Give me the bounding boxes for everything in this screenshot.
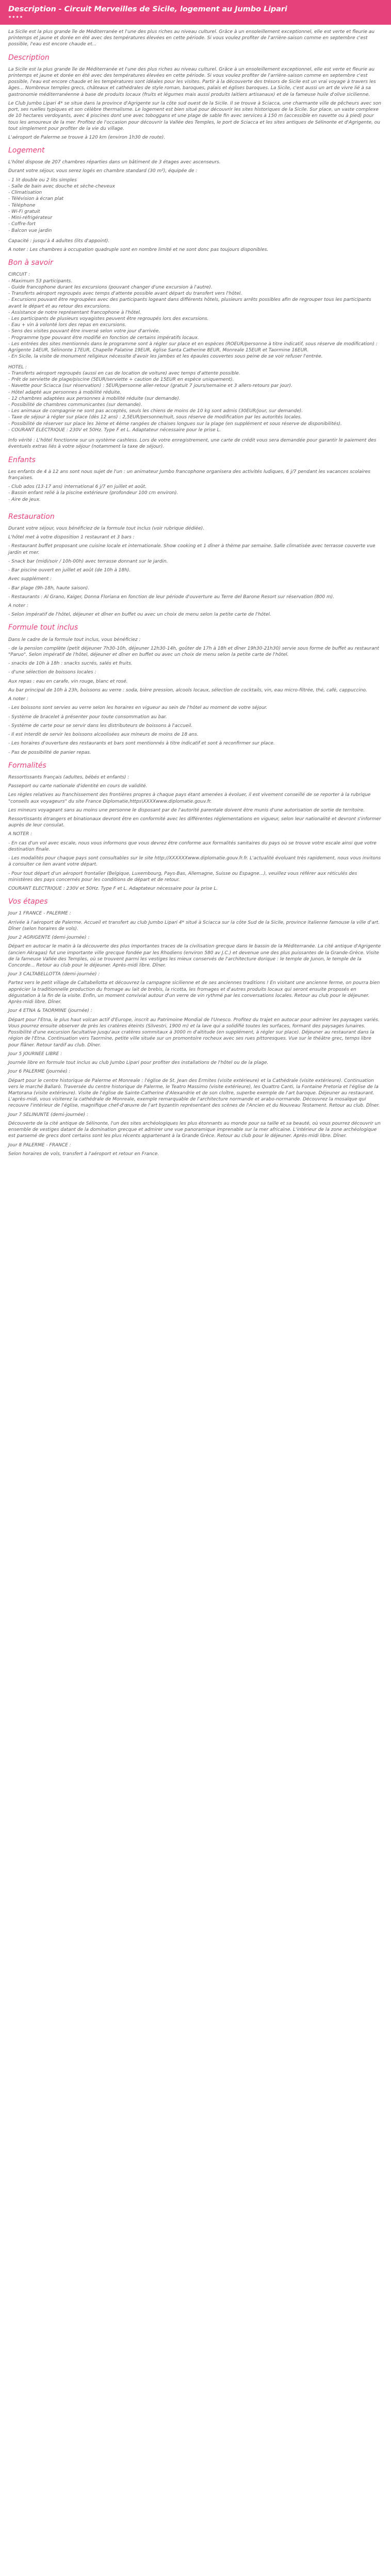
section-7 bbox=[8, 897, 383, 1157]
list-item: - 12 chambres adaptées aux personnes à mobilité réduite (sur demande). bbox=[8, 396, 181, 401]
list-item: - Téléphone bbox=[8, 202, 36, 208]
list-item: - Salle de bain avec douche et sèche-cheveux bbox=[8, 183, 115, 189]
section-title: Logement bbox=[8, 146, 45, 155]
section-note: Info vérité : L'hôtel fonctionne sur un système cashless. Lors de votre enregistrement, une carte de crédit vous sera demandée pour garantir le paiement des éventuels extras liés à votre séjour (notamment la taxe de séjour). bbox=[8, 438, 377, 450]
list-item: - Balcon vue jardin bbox=[8, 228, 52, 233]
section-paragraph: A noter : bbox=[8, 697, 28, 702]
list-item: - Wi-Fi gratuit bbox=[8, 209, 40, 214]
section-2 bbox=[8, 258, 383, 450]
section-paragraph: Arrivée à l'aéroport de Palerme. Accueil et transfert au club Jumbo Lipari 4* situé à Sciacca sur la côte Sud de la Sicile, province italienne famouse la ville d'art. Dîner (selon horaires de vols). bbox=[8, 920, 380, 931]
list-item: - Club ados (13-17 ans) international 6 j/7 en juillet et août. bbox=[8, 484, 147, 490]
list-item: - En Sicile, la visite de monument religieux nécessite d'avoir les jambes et les épaules couvertes sous peine de se voir refuser l'entrée. bbox=[8, 354, 323, 360]
section-title: Enfants bbox=[8, 455, 36, 464]
section-title: Description bbox=[8, 53, 50, 62]
list-item: - Navette pour Sciacca (sur réservation) : 5EUR/personne aller-retour (gratuit 7 jours/semaine et 3 allers-retours par jour). bbox=[8, 383, 292, 389]
section-note: A noter : Les chambres à occupation quadruple sont en nombre limité et ne sont donc pas toujours disponibles. bbox=[8, 247, 269, 253]
list-item: - Aire de jeux. bbox=[8, 497, 41, 502]
section-title: Vos étapes bbox=[8, 897, 48, 906]
list-item: - Transferts aéroport regroupés avec temps d'attente possible avant départ du transfert vers l'hôtel. bbox=[8, 291, 242, 297]
section-1 bbox=[8, 146, 383, 253]
section-paragraph: - snacks de 10h à 18h : snacks sucrés, salés et fruits. bbox=[8, 661, 133, 667]
section-paragraph: Partez vers le petit village de Caltabellotta et découvrez la campagne sicilienne et de ses anciennes traditions ! En visitant une ancienne ferme, on pourra bien apprécier la traditionnelle production du fromage au lait de brebis, la ricotta, les fromages et d'autres produits locaux qui seront ensuite proposés en dégustation à la fin de la visite. Enfin, un moment convivial autour d'un verre de vin rythmé par les conversations locales. Retour au club pour le déjeuner. Après-midi libre. Dîner. bbox=[8, 980, 380, 1005]
section-title: Formalités bbox=[8, 761, 46, 770]
section-paragraph: COURANT ELECTRIQUE : 230V et 50Hz. Type F et L. Adaptateur nécessaire pour la prise L. bbox=[8, 886, 218, 892]
section-0 bbox=[8, 53, 383, 141]
section-paragraph: Les enfants de 4 à 12 ans sont nous sujet de l'un : un animateur Jumbo francophone organisera des activités ludiques, 6 j/7 pendant les vacances scolaires françaises. bbox=[8, 469, 370, 481]
section-paragraph: Jour 2 AGRIGENTE (demi-journée) : bbox=[8, 935, 90, 941]
section-5 bbox=[8, 623, 383, 755]
list-item: - Transferts aéroport regroupés (aussi en cas de location de voiture) avec temps d'attente possible. bbox=[8, 370, 240, 376]
list-item: - Bassin enfant relié à la piscine extérieure (profondeur 100 cm environ). bbox=[8, 490, 178, 496]
list-item: - Possibilité de chambres communicantes (sur demande). bbox=[8, 402, 142, 408]
section-paragraph: L'hôtel met à votre disposition 1 restaurant et 3 bars : bbox=[8, 535, 135, 540]
section-paragraph: - Selon impératif de l'hôtel, déjeuner et dîner en buffet ou avec un choix de menu selon la petite carte de l'hôtel. bbox=[8, 612, 271, 618]
spacer bbox=[8, 503, 383, 507]
section-paragraph: L'hôtel dispose de 207 chambres réparties dans un bâtiment de 3 étages avec ascenseurs. bbox=[8, 160, 221, 165]
page-header bbox=[0, 0, 391, 25]
spacer bbox=[8, 433, 383, 437]
section-6 bbox=[8, 761, 383, 892]
section-paragraph: - Bar piscine ouvert en juillet et août (de 10h à 18h). bbox=[8, 568, 131, 573]
section-paragraph: Départ pour le centre historique de Palerme et Monreale : l'église de St. Jean des Ermites (visite extérieure) et la Cathédrale (visite extérieure). Continuation vers le marché Ballarò. Traversée du centre historique de Palerme, le Teatro Massimo (visite extérieure), les Quattro Canti, la Fontaine Pretoria et l'église de la Martorana (visite extérieure). Visite de l'église de Sainte-Catherine d'Alexandrie et de son cloître, superbe exemple de l'art baroque. Déjeuner au restaurant. L'après-midi, vous visiterez la cathédrale de Monreale, exemple remarquable de l'architecture normande et arabo-normande. Découvrez la mosaïque qui recouvre l'intérieur de l'église, magnifique chef-d'œuvre de l'art byzantin représentant des scènes de l'Ancien et du Nouveau Testament. Retour au club. Dîner. bbox=[8, 1078, 380, 1109]
list-item: - Excursions pouvant être regroupées avec des participants logeant dans différents hôtels, plusieurs arrêts possibles afin de regrouper tous les participants avant le départ et au retour des excursions. bbox=[8, 297, 371, 309]
list-item: - Les entrées des sites mentionnés dans le programme sont à régler sur place et en espèces (ROEUR/personne à titre indicatif, sous réserve de modification) : Agrigente 14EUR, Sélinonte 17EUR, Chapelle Palatine 19EUR, église Santa Catherine 8EUR, Monreale 15EUR et Taormine 16EUR. bbox=[8, 341, 378, 353]
section-paragraph: - Snack bar (midi/soir / 10h-00h) avec terrasse donnant sur le jardin. bbox=[8, 558, 168, 564]
section-paragraph: Durant votre séjour, vous serez logés en chambre standard (30 m²), équipée de : bbox=[8, 168, 198, 174]
list-item: CIRCUIT : bbox=[8, 272, 30, 278]
section-paragraph: Découverte de la cité antique de Sélinonte, l'un des sites archéologiques les plus étonnants au monde pour sa taille et sa beauté, où vous pourrez découvrir un ensemble de vestiges datant de la domination grecque et admirer une vue panoramique imprenable sur la mer africaine. L'intérieur de la zone archéologique est parsemé de grecs dont certains sont les plus récents appartenant à la Grande Grèce. Retour au club pour le déjeuner. Après-midi libre. Dîner. bbox=[8, 1121, 381, 1139]
section-note: Capacité : jusqu'à 4 adultes (lits d'appoint). bbox=[8, 238, 110, 244]
section-paragraph: Dans le cadre de la formule tout inclus, vous bénéficiez : bbox=[8, 637, 141, 642]
section-paragraph: Jour 4 ETNA & TAORMINE (journée) : bbox=[8, 1008, 92, 1014]
section-paragraph: Départ pour l'Etna, le plus haut volcan actif d'Europe, inscrit au Patrimoine Mondial de l'Unesco. Profitez du trajet en autocar pour admirer les paysages variés. Vous pourrez ensuite observer de près les cratères éteints (Silvestri, 1900 m) et la lave qui a solidifié toutes les surfaces, formant des paysages lunaires. Possibilité d'une excursion facultative jusqu'aux cratères sommitaux à 3000 m d'altitude (en supplément, à régler sur place). Déjeuner au restaurant dans la région de l'Etna. Continuation vers Taormine, petite ville située sur un promontoire rocheux avec ses rues pittoresques. Vue sur le théâtre grec, temps libre pour flâner. Retour tardif au club. Dîner. bbox=[8, 1017, 380, 1048]
section-paragraph: Au bar principal de 10h à 23h, boissons au verre : soda, bière pression, alcools locaux, sélection de cocktails, vin, eau micro-filtrée, thé, café, cappuccino. bbox=[8, 687, 367, 693]
section-paragraph: Jour 7 SELINUNTE (demi-journée) : bbox=[8, 1112, 89, 1117]
section-paragraph: A noter : bbox=[8, 603, 28, 608]
section-title: Formule tout inclus bbox=[8, 623, 78, 632]
section-paragraph: Avec supplément : bbox=[8, 577, 52, 582]
section-paragraph: Ressortissants français (adultes, bébés et enfants) : bbox=[8, 774, 129, 780]
list-item: - Prêt de serviette de plage/piscine (5EUR/serviette + caution de 15EUR en espèce uniquement). bbox=[8, 377, 234, 383]
list-item: - Eau + vin à volonté lors des repas en excursions. bbox=[8, 323, 126, 328]
section-paragraph: Le Club Jumbo Lipari 4* se situe dans la province d'Agrigente sur la côte sud ouest de la Sicile. Il se trouve à Sciacca, une charmante ville de pêcheurs avec son port, ses ruelles typiques et son célèbre thermalisme. Le logement est bien situé pour découvrir les sites historiques de la Sicile. Sur place, un vaste complexe de 10 hectares verdoyants, avec 4 piscines dont une avec toboggans et une plage de sable fin avec services à 150 m (accessible en navette ou à pied) pour tous les amoureux de la mer. Profitez de l'occasion pour découvrir la Vallée des Temples, le port de Sciacca et les sites antiques de Sélinonte et d'Agrigente, ou tout simplement pour profiter de la vie du village. bbox=[8, 100, 382, 131]
section-paragraph: - Système de carte pour se servir dans les distributeurs de boissons à l'accueil. bbox=[8, 723, 193, 728]
list-item: - COURANT ELECTRIQUE : 230V et 50Hz. Type F et L. Adaptateur nécessaire pour le prise L. bbox=[8, 427, 221, 433]
rating-stars: ★★★★ bbox=[8, 15, 24, 20]
list-item: - 1 lit double ou 2 lits simples bbox=[8, 177, 77, 183]
section-paragraph: - Les boissons sont servies au verre selon les horaires en vigueur au sein de l'hôtel au moment de votre séjour. bbox=[8, 705, 268, 711]
list-item: - Taxe de séjour à régler sur place (dès 12 ans) : 2,5EUR/personne/nuit, sous réserve de modification par les autorités locales. bbox=[8, 415, 302, 420]
section-paragraph: - Pas de possibilité de panier repas. bbox=[8, 750, 91, 755]
section-paragraph: - d'une sélection de boissons locales : bbox=[8, 670, 96, 675]
list-item: - Sens des visites pouvant être inversé selon votre jour d'arrivée. bbox=[8, 329, 160, 334]
section-paragraph: La Sicile est la plus grande île de Méditerranée et l'une des plus riches au niveau culturel. Grâce à un ensoleillement exceptionnel, elle est verte et fleurie au printemps et jaune et dorée en été avec des températures élevées en cette période. Si vous voulez profiter de l'arrière-saison comme en septembre c'est possible, l'eau est encore chaude et les températures sont idéales pour les visites. Partir à la découverte des trésors de Sicile est un vrai voyage à travers les âges... Nombreux temples grecs, châteaux et cathédrales de style roman, baroques, palais et églises baroques. La Sicile, c'est aussi un art de vivre lié à sa gastronomie méditerranéenne à base de produits locaux (fruits et légumes mais aussi produits laitiers artisanaux) et de la fameuse huile d'olive sicilienne. bbox=[8, 66, 376, 97]
list-item: - Les participants de plusieurs voyagistes peuvent être regroupés lors des excursions. bbox=[8, 316, 209, 321]
section-paragraph: Durant votre séjour, vous bénéficiez de la formule tout inclus (voir rubrique dédiée). bbox=[8, 526, 205, 531]
section-title: Bon à savoir bbox=[8, 259, 53, 267]
section-paragraph: A NOTER : bbox=[8, 832, 32, 837]
page-content bbox=[0, 25, 391, 1164]
section-paragraph: - Les horaires d'ouverture des restaurants et bars sont mentionnés à titre indicatif et sont à reconfirmer sur place. bbox=[8, 741, 275, 747]
section-paragraph: Ressortissants étrangers et binationaux devront être en conformité avec les différentes réglementations en vigueur, selon leur nationalité et devront s'informer auprès de leur consulat. bbox=[8, 816, 381, 828]
section-paragraph: - Système de bracelet à présenter pour toute consommation au bar. bbox=[8, 714, 167, 720]
section-paragraph: Départ en autocar le matin à la découverte des plus importantes traces de la civilisation grecque dans le bassin de la Méditerranée. La cité antique d'Agrigente (ancien Akragas) fut une importante ville grecque fondée par les Rhodiens (environ 580 av J.C.) et devenue une des plus puissantes de la Grande-Grèce. Visite de la fameuse Vallée des Temples, où se trouvent parmi les vestiges les mieux conservés de l'architecture dorique : le temple de Junon, le temple de la Concorde... Retour au club pour le déjeuner. Après-midi libre. Dîner. bbox=[8, 944, 381, 968]
list-item: - Assistance de notre représentant francophone à l'hôtel. bbox=[8, 310, 141, 315]
section-paragraph: - Les modalités pour chaque pays sont consultables sur le site http://XXXXXXwww.diplomatie.gouv.fr.fr. L'actualité évoluant très rapidement, nous vous invitons à consulter ce lien avant votre départ. bbox=[8, 856, 381, 868]
list-item: - Climatisation bbox=[8, 190, 42, 196]
hotel-line-list bbox=[8, 364, 383, 434]
section-paragraph: Jour 1 FRANCE - PALERME : bbox=[8, 911, 71, 917]
section-paragraph: - Restaurants : Al Grano, Kaiger, Donna Floriana en fonction de leur période d'ouverture au Terre del Barone Resort sur réservation (800 m). bbox=[8, 594, 335, 600]
line-list bbox=[8, 484, 383, 503]
section-paragraph: Jour 6 PALERME (journée) : bbox=[8, 1069, 71, 1075]
list-item: - Coffre-fort bbox=[8, 222, 36, 227]
section-paragraph: Les mineurs voyageant sans au moins une personne le disposant par de l'autorité parentale doivent être munis d'une autorisation de sortie de territoire. bbox=[8, 807, 365, 813]
sections-container bbox=[8, 53, 383, 1157]
section-paragraph: Jour 8 PALERME - FRANCE : bbox=[8, 1142, 71, 1148]
section-paragraph: Selon horaires de vols, transfert à l'aéroport et retour en France. bbox=[8, 1151, 159, 1157]
section-paragraph: L'aéroport de Palerme se trouve à 120 km (environ 1h30 de route). bbox=[8, 134, 166, 140]
section-paragraph: - Bar plage (9h-18h, haute saison). bbox=[8, 585, 90, 591]
section-paragraph: - Restaurant buffet proposant une cuisine locale et internationale. Show cooking et 1 dîner à thème par semaine. Salle climatisée avec terrasse couverte vue jardin et mer. bbox=[8, 544, 376, 555]
list-item: - Programme type pouvant être modifié en fonction de certains impératifs locaux. bbox=[8, 335, 199, 341]
spacer bbox=[8, 360, 383, 364]
section-3 bbox=[8, 455, 383, 507]
intro-paragraph: La Sicile est la plus grande île de Méditerranée et l'une des plus riches au niveau culturel. Grâce à un ensoleillement exceptionnel, elle est verte et fleurie au printemps et jaune et dorée en été avec des températures élevées en cette période. Si vous voulez profiter de l'arrière-saison comme en septembre c'est possible, l'eau est encore chaude et... bbox=[8, 29, 374, 47]
section-paragraph: - Il est interdit de servir les boissons alcoolisées aux mineurs de moins de 18 ans. bbox=[8, 732, 199, 738]
section-paragraph: - En cas d'un vol avec escale, nous vous informons que vous devrez être conforme aux formalités sanitaires du pays où se trouve votre escale ainsi que votre destination finale. bbox=[8, 840, 377, 852]
section-paragraph: Les règles relatives au franchissement des frontières propres à chaque pays étant amenées à évoluer, il est vivement conseillé de se reporter à la rubrique "conseils aux voyageurs" du site France Diplomatie,https\XXXXwww.diplomatie.gouv.fr. bbox=[8, 792, 371, 804]
section-4 bbox=[8, 512, 383, 618]
list-item: - Hôtel adapté aux personnes à mobilité réduite. bbox=[8, 389, 122, 395]
spacer bbox=[8, 234, 383, 238]
line-list bbox=[8, 272, 383, 360]
list-item: - Maximum 53 participants. bbox=[8, 278, 73, 284]
list-item: - Mini-réfrigérateur bbox=[8, 215, 53, 221]
list-item: - Télévision à écran plat bbox=[8, 196, 64, 202]
section-paragraph: Passeport ou carte nationale d'identité en cours de validité. bbox=[8, 784, 148, 789]
list-item: - Possibilité de réserver sur place les 3ème et 4ème rangées de chaises longues sur la plage (en supplément et sous réserve de disponibilités). bbox=[8, 421, 342, 427]
section-paragraph: Jour 3 CALTABELLOTTA (demi-journée) : bbox=[8, 972, 100, 977]
line-list bbox=[8, 177, 383, 234]
section-title: Restauration bbox=[8, 512, 55, 521]
list-item: - Les animaux de compagnie ne sont pas acceptés, seuls les chiens de moins de 10 kg sont admis (30EUR/jour, sur demande). bbox=[8, 409, 303, 414]
list-item: HOTEL : bbox=[8, 364, 27, 370]
section-paragraph: - Pour tout départ d'un aéroport frontalier (Belgique, Luxembourg, Pays-Bas, Allemagne, Suisse ou Espagne...), veuillez vous référer aux réticulés des ministères des pays concernés pour les conditions de départ et de retour. bbox=[8, 871, 357, 883]
list-item: - Guide francophone durant les excursions (pouvant changer d'une excursion à l'autre). bbox=[8, 284, 213, 290]
section-paragraph: Aux repas : eau en carafe, vin rouge, blanc et rosé. bbox=[8, 679, 128, 684]
section-paragraph: Journée libre en formule tout inclus au club Jumbo Lipari pour profiter des installations de l'hôtel ou de la plage. bbox=[8, 1060, 269, 1066]
section-paragraph: - de la pension complète (petit déjeuner 7h30-10h, déjeuner 12h30-14h, goûter de 17h à 18h et dîner 19h30-21h30) servie sous forme de buffet au restaurant "Paruo". Selon impératif de l'hôtel, déjeuner et dîner en buffet ou avec un choix de menu selon la petite carte de l'hôtel. bbox=[8, 646, 379, 657]
section-paragraph: Jour 5 JOURNEE LIBRE : bbox=[8, 1051, 62, 1057]
page-title: Description - Circuit Merveilles de Sicile, logement au Jumbo Lipari bbox=[8, 5, 287, 13]
